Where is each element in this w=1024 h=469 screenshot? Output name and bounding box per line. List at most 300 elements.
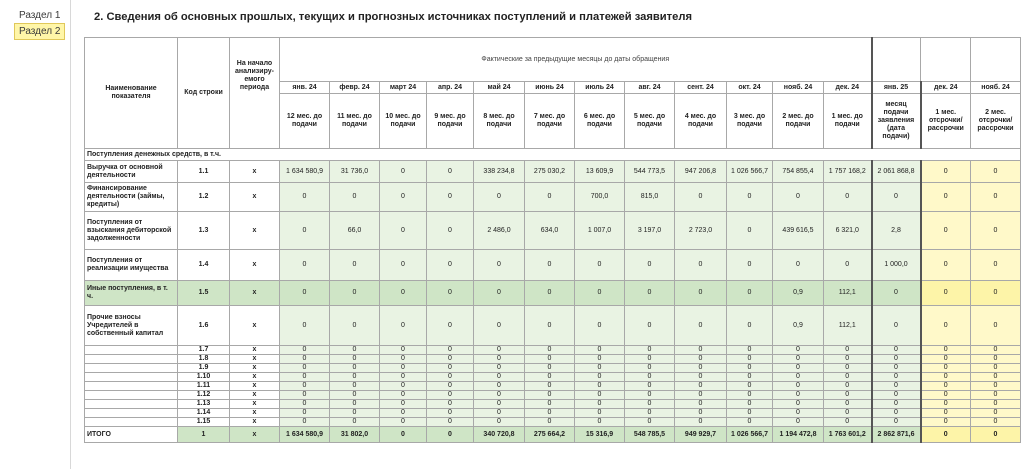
value-cell[interactable]: 0	[330, 409, 380, 418]
month-header: май 24	[474, 82, 525, 94]
row-code: 1.9	[178, 364, 230, 373]
value-cell[interactable]: 0	[330, 183, 380, 212]
value-cell[interactable]: 0	[474, 382, 525, 391]
value-cell[interactable]: 0	[625, 306, 675, 346]
value-cell[interactable]: 0	[474, 306, 525, 346]
value-cell[interactable]: 0	[625, 391, 675, 400]
deferral-cell[interactable]: 0	[971, 183, 1021, 212]
value-cell[interactable]: 0	[575, 391, 625, 400]
value-cell[interactable]: 0	[427, 418, 474, 427]
value-cell[interactable]: 0	[380, 418, 427, 427]
value-cell[interactable]: 0	[280, 183, 330, 212]
deferral-cell[interactable]: 0	[971, 355, 1021, 364]
value-cell[interactable]: 0	[824, 400, 872, 409]
value-cell[interactable]: 0	[525, 306, 575, 346]
value-cell[interactable]: 0	[773, 418, 824, 427]
value-cell[interactable]: 0	[773, 373, 824, 382]
deferral-cell[interactable]: 0	[921, 250, 971, 281]
deferral-cell[interactable]: 0	[971, 250, 1021, 281]
value-cell[interactable]: 949 929,7	[675, 427, 727, 443]
value-cell[interactable]: 0	[675, 346, 727, 355]
value-cell[interactable]: 0	[280, 373, 330, 382]
month-subheader: 4 мес. до подачи	[675, 94, 727, 149]
month-subheader: 8 мес. до подачи	[474, 94, 525, 149]
row-start: х	[230, 161, 280, 183]
value-cell[interactable]: 0	[675, 250, 727, 281]
value-cell[interactable]: 0	[330, 364, 380, 373]
value-cell[interactable]: 0	[280, 364, 330, 373]
value-cell[interactable]: 0	[872, 418, 921, 427]
value-cell[interactable]: 1 634 580,9	[280, 161, 330, 183]
value-cell[interactable]: 0	[330, 418, 380, 427]
row-code: 1.3	[178, 212, 230, 250]
value-cell[interactable]: 0	[675, 373, 727, 382]
value-cell[interactable]: 1 000,0	[872, 250, 921, 281]
value-cell[interactable]: 0	[773, 391, 824, 400]
deferral-cell[interactable]: 0	[921, 355, 971, 364]
row-start: х	[230, 373, 280, 382]
value-cell[interactable]: 0	[727, 364, 773, 373]
value-cell[interactable]: 0	[575, 418, 625, 427]
table-row	[85, 400, 1021, 409]
month-header: июнь 24	[525, 82, 575, 94]
value-cell[interactable]: 0	[727, 355, 773, 364]
deferral-cell[interactable]: 0	[971, 418, 1021, 427]
value-cell[interactable]: 0	[474, 355, 525, 364]
deferral-cell[interactable]: 0	[921, 306, 971, 346]
value-cell[interactable]: 0	[427, 346, 474, 355]
month-header: сент. 24	[675, 82, 727, 94]
value-cell[interactable]: 0	[330, 281, 380, 306]
table-row	[85, 418, 1021, 427]
value-cell[interactable]: 31 736,0	[330, 161, 380, 183]
deferral-cell[interactable]: 0	[971, 427, 1021, 443]
value-cell[interactable]: 0	[380, 161, 427, 183]
value-cell[interactable]: 0	[625, 418, 675, 427]
value-cell[interactable]: 0	[427, 382, 474, 391]
value-cell[interactable]: 0	[427, 400, 474, 409]
row-code: 1.7	[178, 346, 230, 355]
value-cell[interactable]: 0	[380, 306, 427, 346]
value-cell[interactable]: 0	[575, 364, 625, 373]
value-cell[interactable]: 0	[625, 400, 675, 409]
value-cell[interactable]: 0	[625, 250, 675, 281]
value-cell[interactable]: 0	[280, 382, 330, 391]
value-cell[interactable]: 0	[280, 400, 330, 409]
value-cell[interactable]: 0	[474, 364, 525, 373]
value-cell[interactable]: 0	[525, 250, 575, 281]
deferral-cell[interactable]: 0	[921, 391, 971, 400]
value-cell[interactable]: 0	[625, 364, 675, 373]
value-cell[interactable]: 0	[872, 382, 921, 391]
value-cell[interactable]: 544 773,5	[625, 161, 675, 183]
deferral-cell[interactable]: 0	[971, 373, 1021, 382]
value-cell[interactable]: 0	[727, 373, 773, 382]
table-row	[85, 391, 1021, 400]
value-cell[interactable]: 0	[427, 427, 474, 443]
value-cell[interactable]: 0	[427, 355, 474, 364]
month-subheader: 10 мес. до подачи	[380, 94, 427, 149]
deferral-cell[interactable]: 0	[921, 346, 971, 355]
value-cell[interactable]: 0	[675, 391, 727, 400]
deferral-cell[interactable]: 0	[921, 183, 971, 212]
value-cell[interactable]: 0	[575, 373, 625, 382]
value-cell[interactable]: 0	[525, 391, 575, 400]
value-cell[interactable]: 754 855,4	[773, 161, 824, 183]
section-tab-1[interactable]: Раздел 1	[19, 10, 61, 21]
value-cell[interactable]: 0	[675, 355, 727, 364]
value-cell[interactable]: 0	[280, 306, 330, 346]
row-code: 1.2	[178, 183, 230, 212]
table-row	[85, 161, 1021, 183]
value-cell[interactable]: 0	[380, 355, 427, 364]
value-cell[interactable]: 0	[525, 355, 575, 364]
value-cell[interactable]: 0	[824, 346, 872, 355]
value-cell[interactable]: 0	[380, 212, 427, 250]
deferral-cell[interactable]: 0	[971, 306, 1021, 346]
value-cell[interactable]: 548 785,5	[625, 427, 675, 443]
value-cell[interactable]: 0	[380, 409, 427, 418]
value-cell[interactable]: 0,9	[773, 281, 824, 306]
value-cell[interactable]: 2,8	[872, 212, 921, 250]
value-cell[interactable]: 0	[330, 400, 380, 409]
value-cell[interactable]: 0	[824, 250, 872, 281]
value-cell[interactable]: 1 757 168,2	[824, 161, 872, 183]
value-cell[interactable]: 0	[427, 373, 474, 382]
value-cell[interactable]: 0	[525, 346, 575, 355]
value-cell[interactable]: 0	[474, 418, 525, 427]
row-start: х	[230, 409, 280, 418]
deferral-cell[interactable]: 0	[921, 400, 971, 409]
value-cell[interactable]: 0	[427, 250, 474, 281]
value-cell[interactable]: 0	[474, 373, 525, 382]
deferral-cell[interactable]: 0	[971, 409, 1021, 418]
value-cell[interactable]: 0	[675, 364, 727, 373]
value-cell[interactable]: 1 026 566,7	[727, 427, 773, 443]
row-code: 1.12	[178, 391, 230, 400]
section-sidebar	[0, 0, 71, 469]
value-cell[interactable]: 0	[727, 281, 773, 306]
value-cell[interactable]: 0	[727, 382, 773, 391]
table-row	[85, 212, 1021, 250]
value-cell[interactable]: 0	[727, 183, 773, 212]
value-cell[interactable]: 0	[675, 409, 727, 418]
value-cell[interactable]: 0	[525, 400, 575, 409]
value-cell[interactable]: 0	[872, 409, 921, 418]
value-cell[interactable]: 275 664,2	[525, 427, 575, 443]
value-cell[interactable]: 0	[773, 183, 824, 212]
row-start: х	[230, 306, 280, 346]
value-cell[interactable]: 0	[427, 306, 474, 346]
row-start: х	[230, 346, 280, 355]
month-header: март 24	[380, 82, 427, 94]
value-cell[interactable]: 0	[675, 418, 727, 427]
value-cell[interactable]: 15 316,9	[575, 427, 625, 443]
value-cell[interactable]: 0	[280, 281, 330, 306]
value-cell[interactable]: 1 007,0	[575, 212, 625, 250]
deferral-cell[interactable]: 0	[921, 409, 971, 418]
value-cell[interactable]: 0	[727, 306, 773, 346]
value-cell[interactable]: 0	[380, 281, 427, 306]
value-cell[interactable]: 0	[380, 427, 427, 443]
value-cell[interactable]: 0	[872, 183, 921, 212]
value-cell[interactable]: 0	[474, 409, 525, 418]
value-cell[interactable]: 0	[380, 373, 427, 382]
table-row	[85, 183, 1021, 212]
value-cell[interactable]: 2 061 868,8	[872, 161, 921, 183]
value-cell[interactable]: 0	[727, 391, 773, 400]
value-cell[interactable]: 0	[773, 355, 824, 364]
value-cell[interactable]: 0	[474, 281, 525, 306]
value-cell[interactable]: 0	[872, 306, 921, 346]
value-cell[interactable]: 0	[575, 355, 625, 364]
value-cell[interactable]: 0	[427, 161, 474, 183]
deferral-cell[interactable]: 0	[921, 364, 971, 373]
value-cell[interactable]: 0	[280, 346, 330, 355]
value-cell[interactable]: 0	[380, 346, 427, 355]
month-subheader: 6 мес. до подачи	[575, 94, 625, 149]
value-cell[interactable]: 0	[474, 250, 525, 281]
deferral-cell[interactable]: 0	[971, 400, 1021, 409]
table-row	[85, 355, 1021, 364]
value-cell[interactable]: 0	[427, 409, 474, 418]
row-start: х	[230, 382, 280, 391]
value-cell[interactable]: 0	[872, 355, 921, 364]
value-cell[interactable]: 1 026 566,7	[727, 161, 773, 183]
value-cell[interactable]: 947 206,8	[675, 161, 727, 183]
value-cell[interactable]: 2 486,0	[474, 212, 525, 250]
value-cell[interactable]: 0	[575, 250, 625, 281]
value-cell[interactable]: 0	[872, 400, 921, 409]
value-cell[interactable]: 0	[474, 346, 525, 355]
value-cell[interactable]: 0	[330, 391, 380, 400]
month-subheader: 2 мес. до подачи	[773, 94, 824, 149]
value-cell[interactable]: 0	[773, 409, 824, 418]
value-cell[interactable]: 112,1	[824, 306, 872, 346]
value-cell[interactable]: 0	[727, 400, 773, 409]
value-cell[interactable]: 0	[525, 382, 575, 391]
value-cell[interactable]: 0	[773, 400, 824, 409]
value-cell[interactable]: 0	[824, 364, 872, 373]
value-cell[interactable]: 1 194 472,8	[773, 427, 824, 443]
value-cell[interactable]: 0	[773, 346, 824, 355]
value-cell[interactable]: 0	[625, 382, 675, 391]
month-subheader: 1 мес. до подачи	[824, 94, 872, 149]
page-title: 2. Сведения об основных прошлых, текущих и прогнозных источниках поступлений и платежей заявителя	[94, 11, 693, 23]
value-cell[interactable]: 0	[824, 409, 872, 418]
deferral-cell[interactable]: 0	[971, 212, 1021, 250]
value-cell[interactable]: 0	[380, 250, 427, 281]
value-cell[interactable]: 0	[525, 418, 575, 427]
row-name: Выручка от основной деятельности	[85, 161, 178, 183]
value-cell[interactable]: 0	[625, 409, 675, 418]
row-code: 1.1	[178, 161, 230, 183]
value-cell[interactable]: 0	[474, 400, 525, 409]
month-header: окт. 24	[727, 82, 773, 94]
value-cell[interactable]: 0	[727, 250, 773, 281]
value-cell[interactable]: 0	[727, 346, 773, 355]
value-cell[interactable]: 0	[727, 409, 773, 418]
value-cell[interactable]: 275 030,2	[525, 161, 575, 183]
value-cell[interactable]: 0	[773, 382, 824, 391]
value-cell[interactable]: 0	[330, 355, 380, 364]
value-cell[interactable]: 0	[525, 373, 575, 382]
value-cell[interactable]: 0	[824, 373, 872, 382]
value-cell[interactable]: 0	[575, 382, 625, 391]
value-cell[interactable]: 0	[525, 183, 575, 212]
value-cell[interactable]: 634,0	[525, 212, 575, 250]
value-cell[interactable]: 0	[380, 400, 427, 409]
value-cell[interactable]: 340 720,8	[474, 427, 525, 443]
value-cell[interactable]: 13 609,9	[575, 161, 625, 183]
table-row	[85, 373, 1021, 382]
deferral-cell[interactable]: 0	[921, 418, 971, 427]
deferral-cell[interactable]: 0	[921, 161, 971, 183]
deferral-cell[interactable]: 0	[971, 346, 1021, 355]
value-cell[interactable]: 0	[330, 373, 380, 382]
value-cell[interactable]: 0	[330, 306, 380, 346]
value-cell[interactable]: 0	[872, 346, 921, 355]
value-cell[interactable]: 0	[824, 355, 872, 364]
value-cell[interactable]: 0	[625, 346, 675, 355]
value-cell[interactable]: 0	[280, 250, 330, 281]
value-cell[interactable]: 0	[380, 391, 427, 400]
value-cell[interactable]: 0	[380, 364, 427, 373]
value-cell[interactable]: 0	[280, 212, 330, 250]
deferral-cell[interactable]: 0	[921, 427, 971, 443]
value-cell[interactable]: 0	[330, 382, 380, 391]
row-start: х	[230, 400, 280, 409]
value-cell[interactable]: 0	[675, 400, 727, 409]
value-cell[interactable]: 0	[280, 391, 330, 400]
row-start: х	[230, 391, 280, 400]
month-subheader: 12 мес. до подачи	[280, 94, 330, 149]
value-cell[interactable]: 0	[525, 364, 575, 373]
value-cell[interactable]: 0	[427, 212, 474, 250]
value-cell[interactable]: 0	[427, 364, 474, 373]
table-row	[85, 364, 1021, 373]
month-subheader: 7 мес. до подачи	[525, 94, 575, 149]
value-cell[interactable]: 66,0	[330, 212, 380, 250]
value-cell[interactable]: 0,9	[773, 306, 824, 346]
value-cell[interactable]: 0	[330, 346, 380, 355]
value-cell[interactable]: 0	[525, 409, 575, 418]
deferral-cell[interactable]: 0	[921, 373, 971, 382]
row-name: Поступления от реализации имущества	[85, 250, 178, 281]
value-cell[interactable]: 0	[474, 391, 525, 400]
value-cell[interactable]: 439 616,5	[773, 212, 824, 250]
value-cell[interactable]: 0	[773, 364, 824, 373]
value-cell[interactable]: 0	[380, 183, 427, 212]
value-cell[interactable]: 0	[575, 281, 625, 306]
deferral-cell[interactable]: 0	[971, 281, 1021, 306]
value-cell[interactable]: 0	[575, 409, 625, 418]
value-cell[interactable]: 0	[824, 391, 872, 400]
value-cell[interactable]: 0	[824, 418, 872, 427]
value-cell[interactable]: 0	[675, 382, 727, 391]
value-cell[interactable]: 0	[872, 281, 921, 306]
deferral-cell[interactable]: 0	[971, 364, 1021, 373]
month-header: июль 24	[575, 82, 625, 94]
value-cell[interactable]: 0	[280, 355, 330, 364]
value-cell[interactable]: 338 234,8	[474, 161, 525, 183]
month-header: дек. 24	[824, 82, 872, 94]
row-code: 1.14	[178, 409, 230, 418]
header-indicator-name: Наименование показателя	[85, 38, 178, 149]
row-start: х	[230, 427, 280, 443]
row-start: х	[230, 355, 280, 364]
value-cell[interactable]: 0	[625, 373, 675, 382]
row-name	[85, 382, 178, 391]
value-cell[interactable]: 0	[427, 391, 474, 400]
row-code: 1	[178, 427, 230, 443]
value-cell[interactable]: 0	[675, 183, 727, 212]
value-cell[interactable]: 0	[575, 306, 625, 346]
value-cell[interactable]: 31 802,0	[330, 427, 380, 443]
deferral-subheader: 1 мес. отсрочки/ рассрочки	[921, 94, 971, 149]
value-cell[interactable]: 0	[575, 346, 625, 355]
deferral-cell[interactable]: 0	[921, 281, 971, 306]
value-cell[interactable]: 0	[872, 391, 921, 400]
table-row	[85, 346, 1021, 355]
value-cell[interactable]: 0	[575, 400, 625, 409]
deferral-month-header: нояб. 24	[971, 82, 1021, 94]
cashflow-table	[84, 37, 1021, 443]
value-cell[interactable]: 0	[427, 183, 474, 212]
value-cell[interactable]: 0	[675, 281, 727, 306]
value-cell[interactable]: 6 321,0	[824, 212, 872, 250]
deferral-cell[interactable]: 0	[921, 382, 971, 391]
deferral-cell[interactable]: 0	[971, 161, 1021, 183]
value-cell[interactable]: 0	[330, 250, 380, 281]
value-cell[interactable]: 700,0	[575, 183, 625, 212]
row-code: 1.4	[178, 250, 230, 281]
value-cell[interactable]: 0	[625, 281, 675, 306]
row-name	[85, 364, 178, 373]
deferral-cell[interactable]: 0	[971, 391, 1021, 400]
section-tab-2[interactable]: Раздел 2	[14, 23, 65, 40]
value-cell[interactable]: 1 763 601,2	[824, 427, 872, 443]
value-cell[interactable]: 0	[625, 355, 675, 364]
deferral-cell[interactable]: 0	[971, 382, 1021, 391]
row-code: 1.15	[178, 418, 230, 427]
value-cell[interactable]: 0	[727, 212, 773, 250]
value-cell[interactable]: 0	[872, 364, 921, 373]
row-start: х	[230, 212, 280, 250]
deferral-cell[interactable]: 0	[921, 212, 971, 250]
value-cell[interactable]: 2 862 871,6	[872, 427, 921, 443]
value-cell[interactable]: 0	[727, 418, 773, 427]
value-cell[interactable]: 0	[872, 373, 921, 382]
value-cell[interactable]: 0	[525, 281, 575, 306]
value-cell[interactable]: 0	[773, 250, 824, 281]
value-cell[interactable]: 0	[824, 183, 872, 212]
value-cell[interactable]: 2 723,0	[675, 212, 727, 250]
value-cell[interactable]: 0	[474, 183, 525, 212]
value-cell[interactable]: 112,1	[824, 281, 872, 306]
value-cell[interactable]: 0	[280, 418, 330, 427]
value-cell[interactable]: 0	[427, 281, 474, 306]
value-cell[interactable]: 815,0	[625, 183, 675, 212]
value-cell[interactable]: 3 197,0	[625, 212, 675, 250]
value-cell[interactable]: 0	[380, 382, 427, 391]
header-row-code: Код строки	[178, 38, 230, 149]
value-cell[interactable]: 0	[280, 409, 330, 418]
value-cell[interactable]: 1 634 580,9	[280, 427, 330, 443]
value-cell[interactable]: 0	[824, 382, 872, 391]
value-cell[interactable]: 0	[675, 306, 727, 346]
row-start: х	[230, 364, 280, 373]
